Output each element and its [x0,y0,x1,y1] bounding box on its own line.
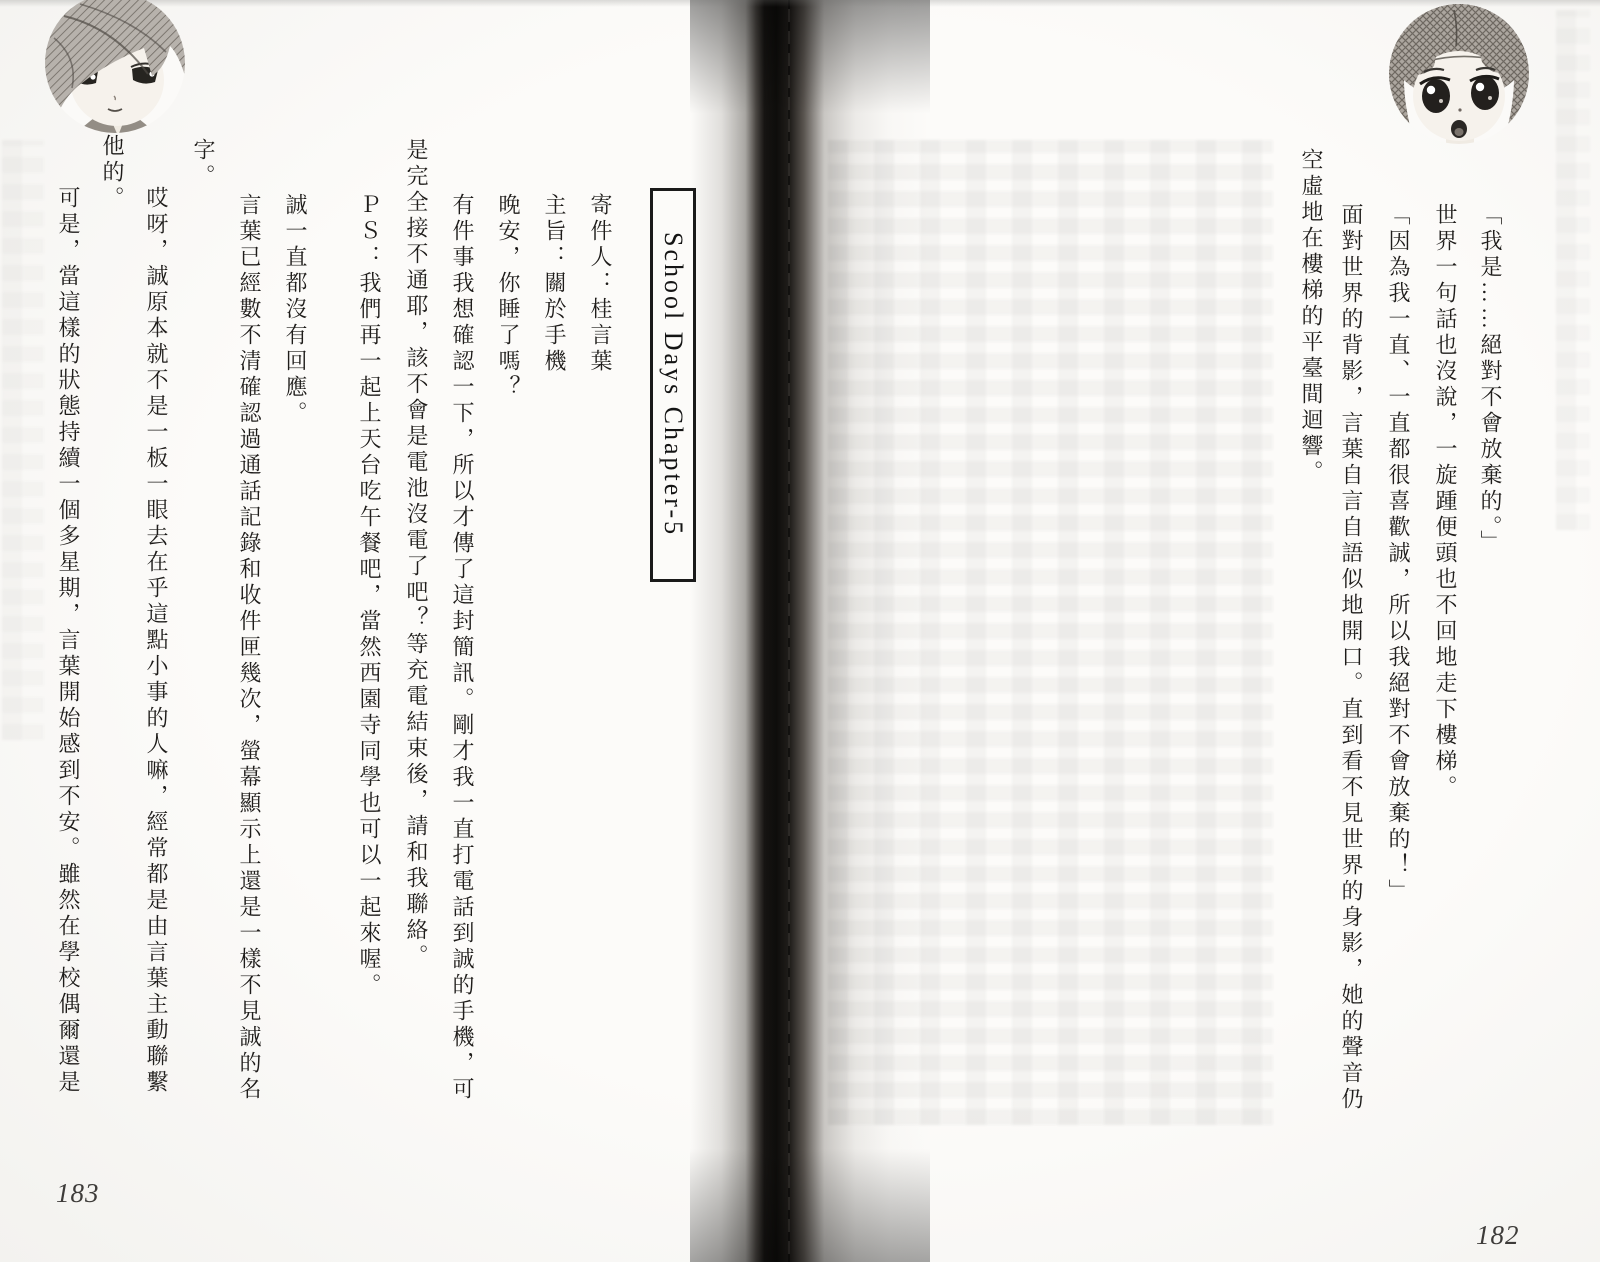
binding-stitch-line [788,0,790,1262]
character-avatar-left [44,0,186,141]
text-column: 他的。 [100,134,125,212]
page-top-edge-shadow [0,0,1600,7]
text-column: 有件事我想確認一下，所以才傳了這封簡訊。剛才我一直打電話到誠的手機，可 [450,193,475,1103]
text-column: 可是，當這樣的狀態持續一個多星期，言葉開始感到不安。雖然在學校偶爾還是 [56,186,81,1096]
character-avatar-right [1388,2,1530,153]
bleed-through-texture [2,140,44,740]
bleed-through-texture [828,140,1273,1125]
chapter-heading: School Days Chapter-5 [650,188,696,582]
anime-girl-face-worried-icon [1388,135,1530,152]
text-column: ＰＳ：我們再一起上天台吃午餐吧，當然西園寺同學也可以一起來喔。 [357,193,382,999]
page-number-left: 183 [56,1178,100,1208]
text-column: 是完全接不通耶，該不會是電池沒電了吧？等充電結束後，請和我聯絡。 [404,138,429,970]
text-column: 面對世界的背影，言葉自言自語似地開口。直到看不見世界的身影，她的聲音仍 [1339,203,1364,1113]
text-column: 世界一句話也沒說，一旋踵便頭也不回地走下樓梯。 [1433,203,1458,801]
text-column: 言葉已經數不清確認過通話記錄和收件匣幾次，螢幕顯示上還是一樣不見誠的名 [237,193,262,1103]
text-column: 哎呀，誠原本就不是一板一眼去在乎這點小事的人嘛，經常都是由言葉主動聯繫 [144,186,169,1096]
text-column: 主旨：關於手機 [542,193,567,375]
anime-girl-face-bangs-icon [44,123,186,140]
text-column: 空虛地在樓梯的平臺間迴響。 [1299,148,1324,486]
text-column: 「因為我一直、一直都很喜歡誠，所以我絕對不會放棄的！」 [1386,203,1411,905]
text-column: 晚安，你睡了嗎？ [496,193,521,401]
bleed-through-texture [1556,10,1590,530]
page-number-right: 182 [1476,1220,1520,1250]
text-column: 「我是……絕對不會放棄的。」 [1478,203,1503,556]
text-column: 字。 [191,138,216,190]
text-column: 誠一直都沒有回應。 [283,193,308,427]
text-column: 寄件人：桂言葉 [588,193,613,375]
